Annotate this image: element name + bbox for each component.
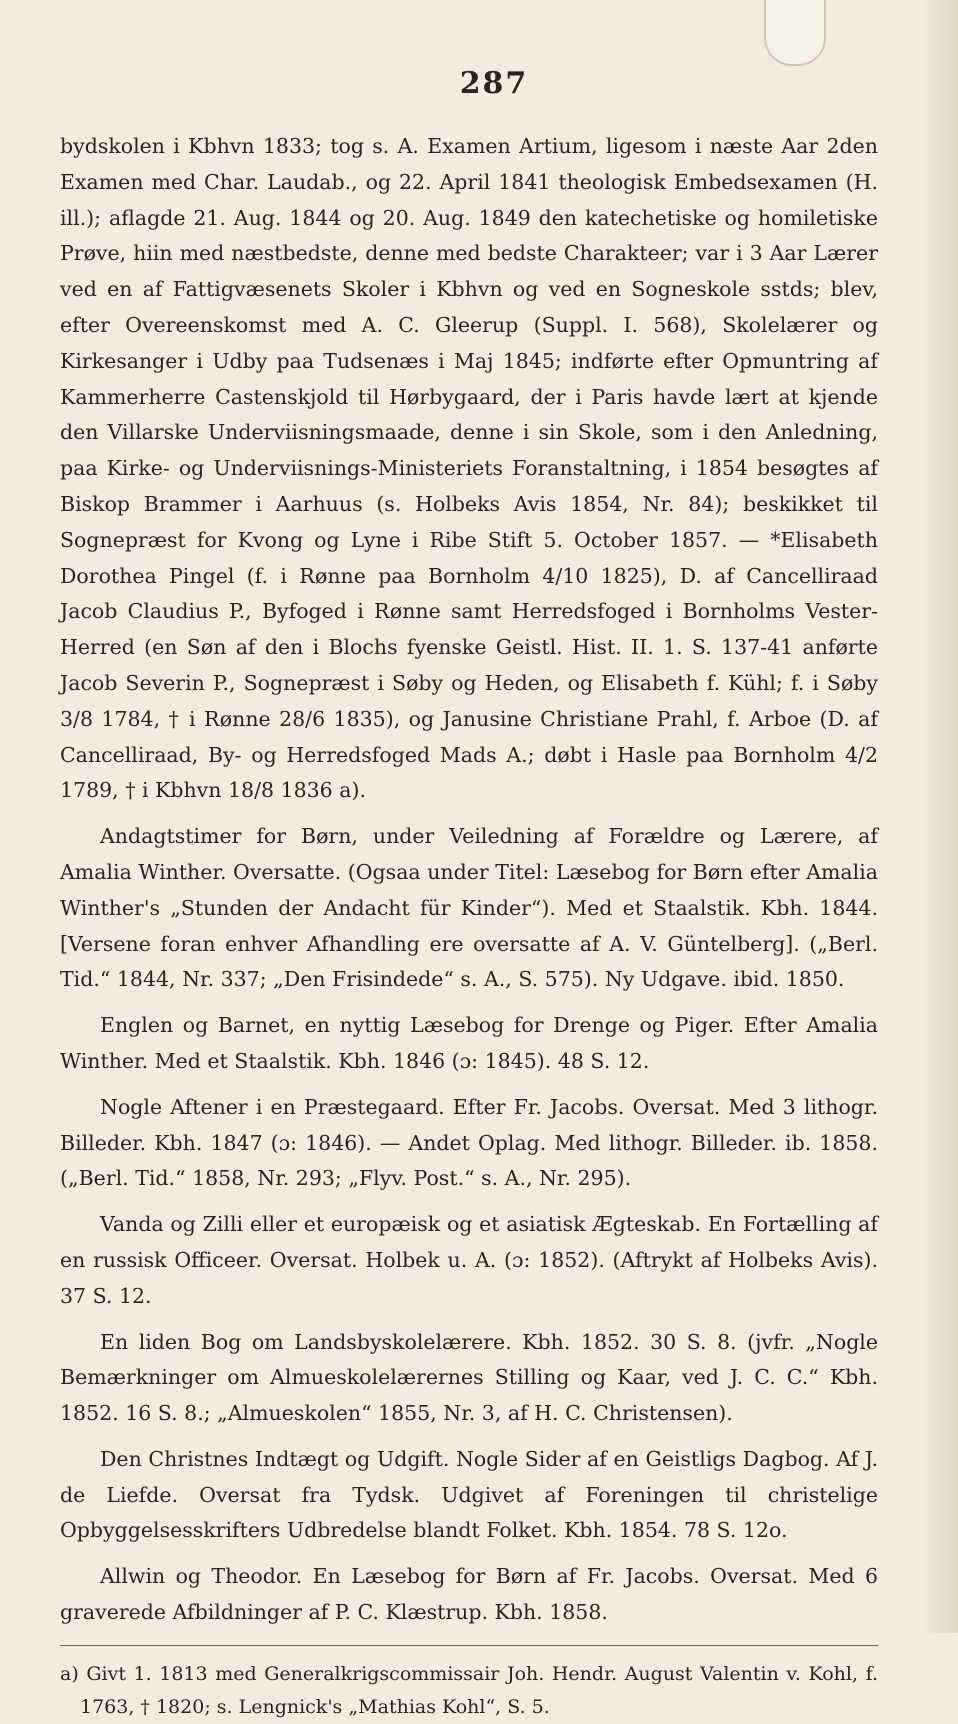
- bibliography-entry: Englen og Barnet, en nyttig Læsebog for Drenge og Piger. Efter Amalia Winther. Med et Staalstik. Kbh. 1846 (ɔ: 1845). 48 S. 12.: [60, 1013, 878, 1073]
- page-edge-shadow: [918, 0, 958, 1633]
- bibliography-entry: Den Christnes Indtægt og Udgift. Nogle Sider af en Geistligs Dagbog. Af J. de Liefde. Oversat fra Tydsk. Udgivet af Foreningen til christelige Opbyggelsesskrifters Udbredelse blandt Folket. Kbh. 1854. 78 S. 12o.: [60, 1446, 878, 1543]
- bibliography-entry: Vanda og Zilli eller et europæisk og et asiatisk Ægteskab. En Fortælling af en russisk Officeer. Oversat. Holbek u. A. (ɔ: 1852). (Aftrykt af Holbeks Avis). 37 S. 12.: [60, 1212, 878, 1308]
- bibliography-entry: Allwin og Theodor. En Læsebog for Børn af Fr. Jacobs. Oversat. Med 6 graverede Afbildninger af P. C. Klæstrup. Kbh. 1858.: [60, 1564, 878, 1625]
- footnote-text: a) Givt 1. 1813 med Generalkrigscommissair Joh. Hendr. August Valentin v. Kohl, f. 1763, † 1820; s. Lengnick's „Mathias Kohl“, S. 5.: [60, 1662, 878, 1718]
- footnote: [60, 1658, 878, 1724]
- page-clip: [764, 0, 826, 66]
- main-text: [60, 129, 878, 1631]
- bibliography-entry: En liden Bog om Landsbyskolelærere. Kbh. 1852. 30 S. 8. (jvfr. „Nogle Bemærkninger om Almueskolelærernes Stilling og Kaar, ved J. C. C.“ Kbh. 1852. 16 S. 8.; „Almueskolen“ 1855, Nr. 3, af H. C. Christensen).: [60, 1329, 878, 1426]
- bibliography-entry: Nogle Aftener i en Præstegaard. Efter Fr. Jacobs. Oversat. Med 3 lithogr. Billeder. Kbh. 1847 (ɔ: 1846). — Andet Oplag. Med lithogr. Billeder. ib. 1858. („Berl. Tid.“ 1858, Nr. 293; „Flyv. Post.“ s. A., Nr. 295).: [60, 1094, 878, 1191]
- page-number: 287: [459, 66, 529, 101]
- footnote-divider: [60, 1645, 878, 1646]
- biography-paragraph: bydskolen i Kbhvn 1833; tog s. A. Examen Artium, ligesom i næste Aar 2den Examen med Char. Laudab., og 22. April 1841 theologisk Embedsexamen (H. ill.); aflagde 21. Aug. 1844 og 20. Aug. 1849 den katechetiske og homiletiske Prøve, hiin med næstbedste, denne med bedste Charakteer; var i 3 Aar Lærer ved en af Fattigvæsenets Skoler i Kbhvn og ved en Sogneskole sstds; blev, efter Overeenskomst med A. C. Gleerup (Suppl. I. 568), Skolelærer og Kirkesanger i Udby paa Tudsenæs i Maj 1845; indførte efter Opmuntring af Kammerherre Castenskjold til Hørbygaard, der i Paris havde lært at kjende den Villarske Underviisningsmaade, denne i sin Skole, som i den Anledning, paa Kirke- og Underviisnings-Ministeriets Foranstaltning, i 1854 besøgtes af Biskop Brammer i Aarhuus (s. Holbeks Avis 1854, Nr. 84); beskikket til Sognepræst for Kvong og Lyne i Ribe Stift 5. October 1857. — *Elisabeth Dorothea Pingel (f. i Rønne paa Bornholm 4/10 1825), D. af Cancelliraad Jacob Claudius P., Byfoged i Rønne samt Herredsfoged i Bornholms Vester-Herred (en Søn af den i Blochs fyenske Geistl. Hist. II. 1. S. 137-41 anførte Jacob Severin P., Sognepræst i Søby og Heden, og Elisabeth f. Kühl; f. i Søby 3/8 1784, † i Rønne 28/6 1835), og Janusine Christiane Prahl, f. Arboe (D. af Cancelliraad, By- og Herredsfoged Mads A.; døbt i Hasle paa Bornholm 4/2 1789, † i Kbhvn 18/8 1836 a).: [60, 134, 878, 803]
- bibliography-entry: Andagtstimer for Børn, under Veiledning af Forældre og Lærere, af Amalia Winther. Oversatte. (Ogsaa under Titel: Læsebog for Børn efter Amalia Winther's „Stunden der Andacht für Kinder“). Med et Staalstik. Kbh. 1844. [Versene foran enhver Afhandling ere oversatte af A. V. Güntelberg]. („Berl. Tid.“ 1844, Nr. 337; „Den Frisindede“ s. A., S. 575). Ny Udgave. ibid. 1850.: [60, 824, 878, 992]
